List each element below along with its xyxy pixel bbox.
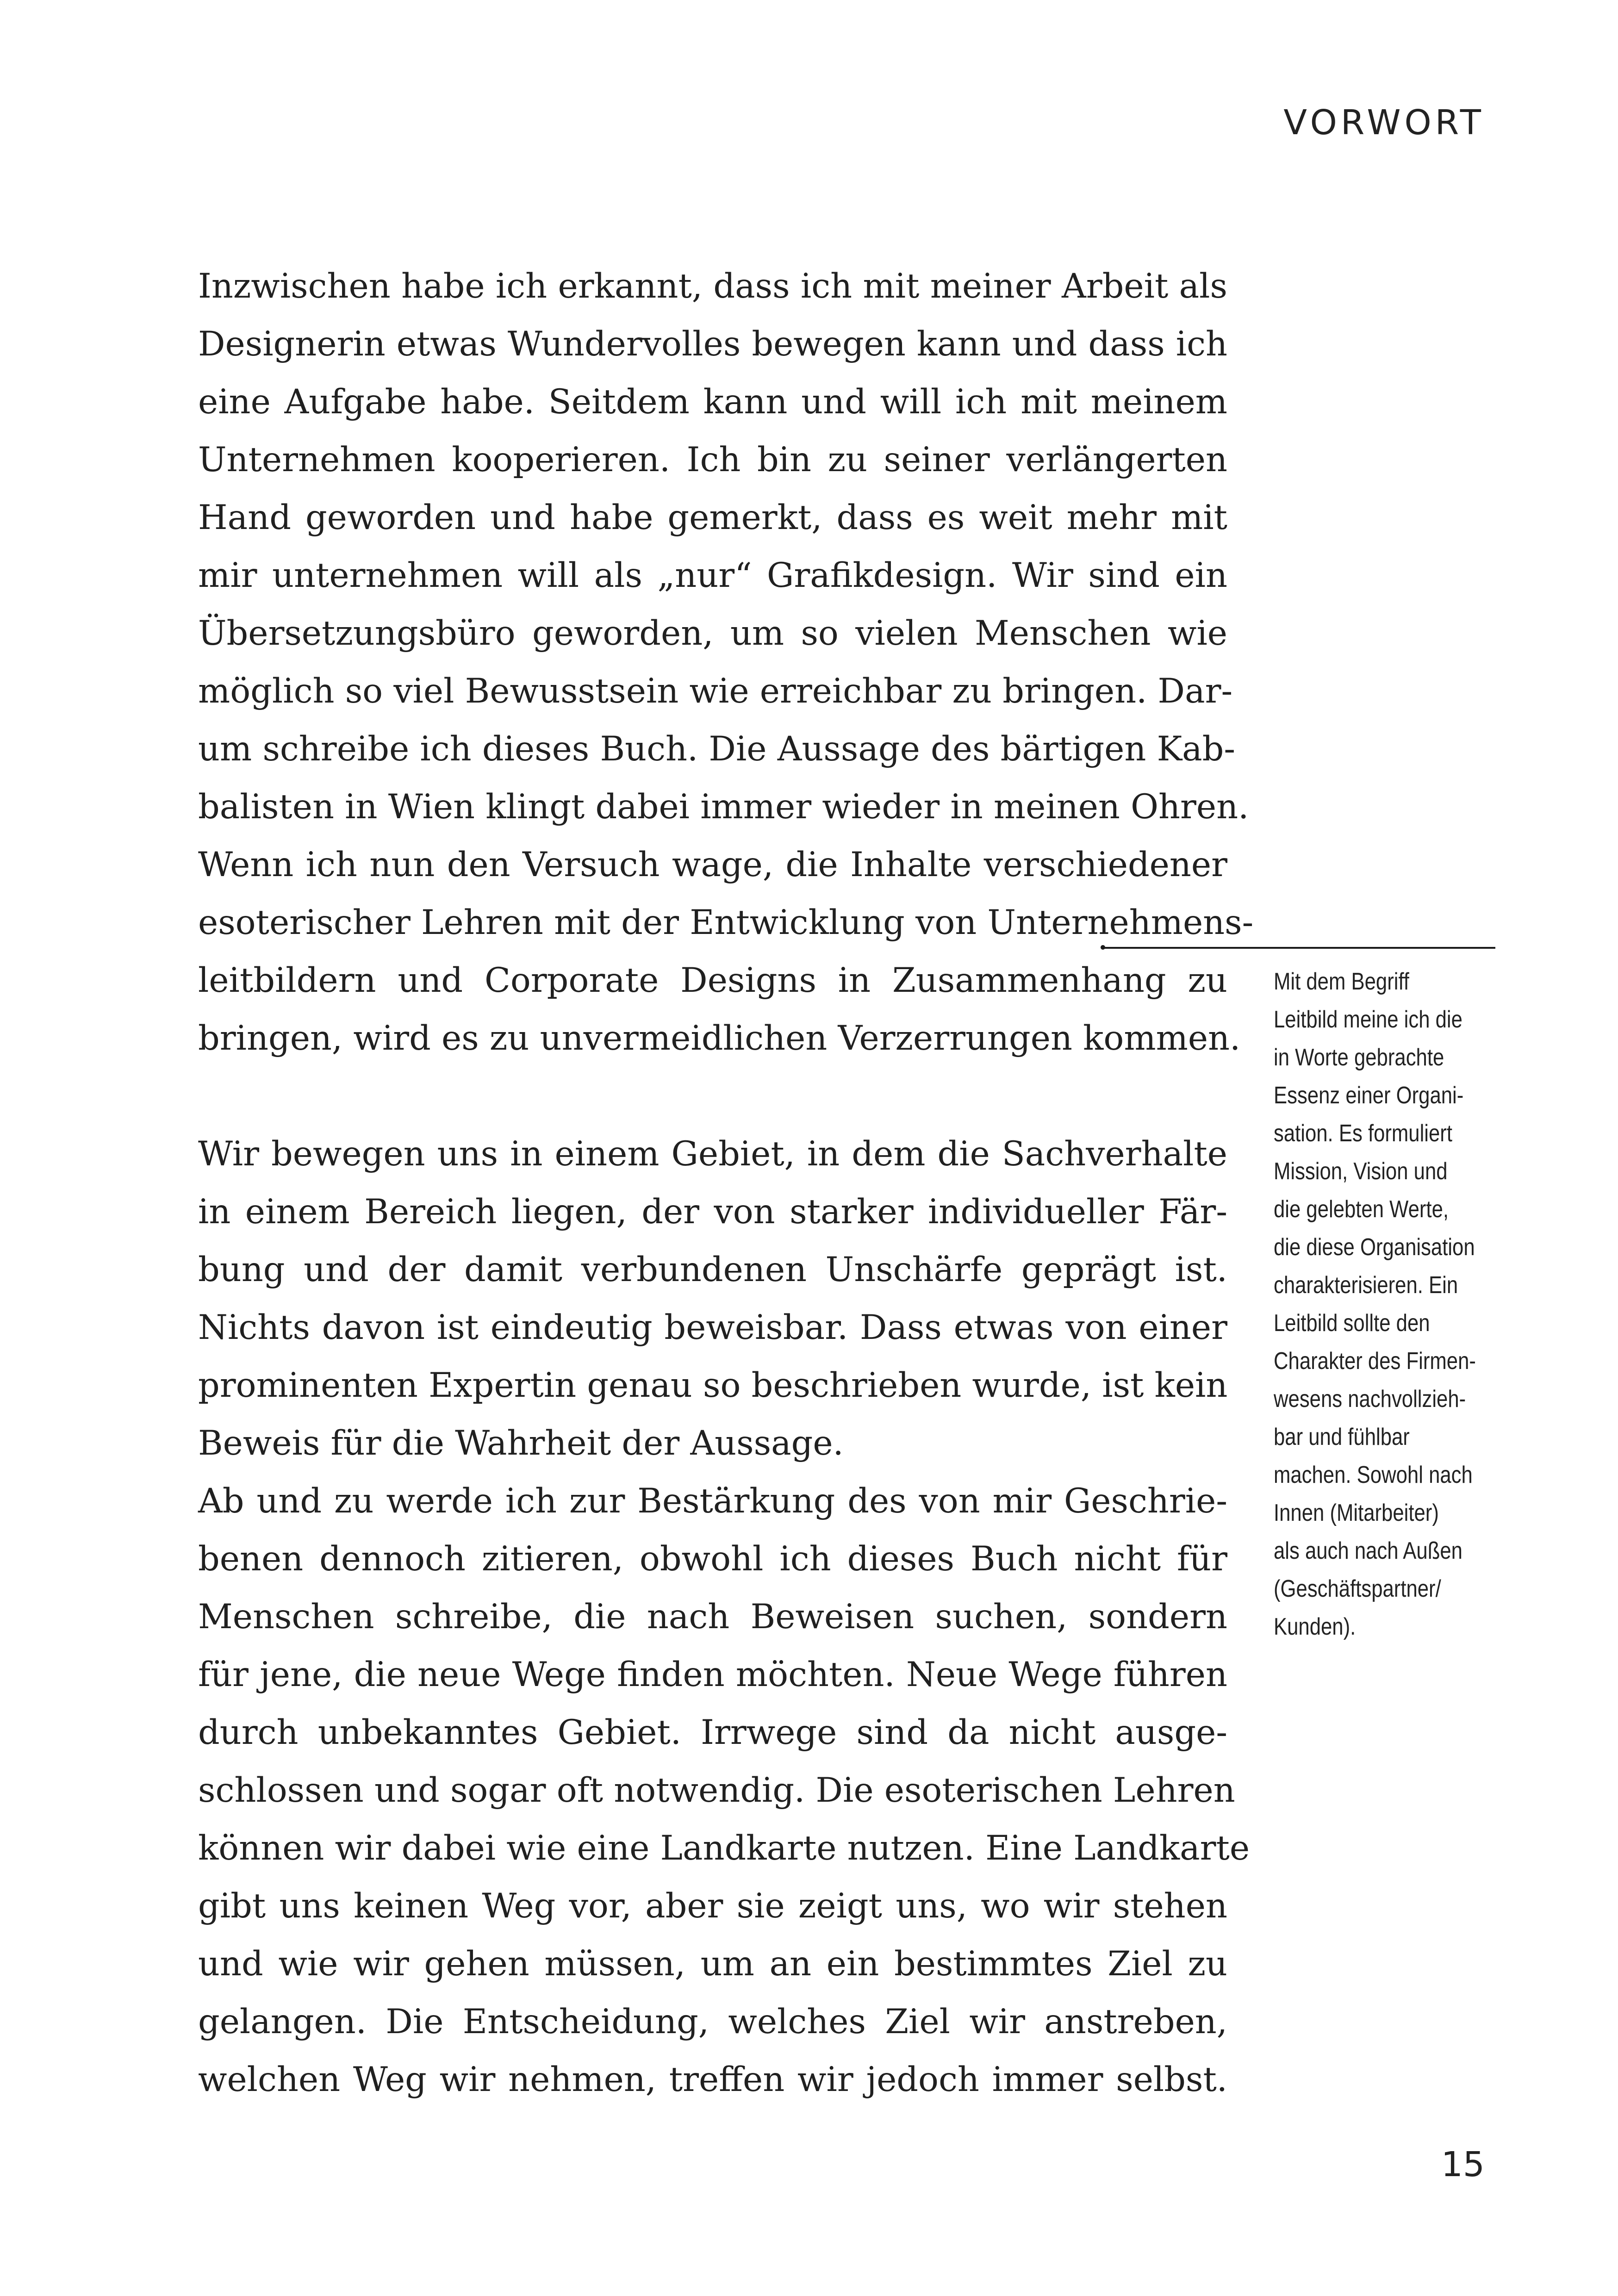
margin-note-line: Leitbild sollte den [1274, 1310, 1430, 1337]
margin-note-line: als auch nach Außen [1274, 1537, 1462, 1564]
paragraph-1 [198, 257, 1254, 1067]
running-head: VORWORT [1283, 103, 1485, 143]
text-line: esoterischer Lehren mit der Entwicklung von Unternehmens- [198, 903, 1254, 942]
margin-note-line: Mission, Vision und [1274, 1158, 1448, 1185]
text-line: und wie wir gehen müssen, um an ein bestimmtes Ziel zu [198, 1944, 1227, 1984]
margin-note-line: charakterisieren. Ein [1274, 1272, 1458, 1299]
text-line: leitbildern und Corporate Designs in Zusammenhang zu [198, 961, 1227, 1000]
text-line: Menschen schreibe, die nach Beweisen suchen, sondern [198, 1597, 1227, 1636]
margin-note-line: Kunden). [1274, 1613, 1356, 1640]
text-line: eine Aufgabe habe. Seitdem kann und will ich mit meinem [198, 382, 1227, 422]
margin-note-line: in Worte gebrachte [1274, 1044, 1444, 1071]
margin-note-line: Leitbild meine ich die [1274, 1006, 1462, 1033]
text-line: benen dennoch zitieren, obwohl ich dieses Buch nicht für [198, 1539, 1227, 1579]
text-line: schlossen und sogar oft notwendig. Die esoterischen Lehren [198, 1771, 1235, 1810]
text-line: in einem Bereich liegen, der von starker individueller Fär- [198, 1192, 1227, 1232]
text-line: möglich so viel Bewusstsein wie erreichbar zu bringen. Dar- [198, 672, 1233, 711]
page-number: 15 [1441, 2145, 1485, 2184]
text-line: durch unbekanntes Gebiet. Irrwege sind da nicht ausge- [198, 1713, 1227, 1752]
text-line: um schreibe ich dieses Buch. Die Aussage des bärtigen Kab- [198, 729, 1236, 769]
margin-note-line: Mit dem Begriff [1274, 968, 1409, 995]
text-line: gelangen. Die Entscheidung, welches Ziel wir anstreben, [198, 2002, 1227, 2041]
text-line: für jene, die neue Wege finden möchten. Neue Wege führen [198, 1655, 1227, 1694]
margin-note-line: die gelebten Werte, [1274, 1196, 1449, 1223]
margin-note-line: Innen (Mitarbeiter) [1274, 1500, 1439, 1526]
paragraph-spacer [198, 1067, 1227, 1125]
margin-note-line: Essenz einer Organi- [1274, 1082, 1464, 1109]
margin-note-line: Charakter des Firmen- [1274, 1348, 1476, 1375]
text-line: gibt uns keinen Weg vor, aber sie zeigt uns, wo wir stehen [198, 1886, 1227, 1926]
paragraph-2 [198, 1125, 1227, 1472]
margin-note-line: bar und fühlbar [1274, 1424, 1410, 1450]
text-line: Designerin etwas Wundervolles bewegen kann und dass ich [198, 324, 1227, 364]
text-line: Beweis für die Wahrheit der Aussage. [198, 1424, 844, 1463]
text-line: Nichts davon ist eindeutig beweisbar. Dass etwas von einer [198, 1308, 1227, 1347]
paragraph-3 [198, 1472, 1250, 2109]
text-line: Unternehmen kooperieren. Ich bin zu seiner verlängerten [198, 440, 1227, 479]
text-line: bung und der damit verbundenen Unschärfe geprägt ist. [198, 1250, 1227, 1289]
margin-note-line: (Geschäftspartner/ [1274, 1575, 1441, 1602]
text-line: bringen, wird es zu unvermeidlichen Verzerrungen kommen. [198, 1019, 1241, 1058]
text-line: prominenten Expertin genau so beschrieben wurde, ist kein [198, 1366, 1228, 1405]
text-line: Wenn ich nun den Versuch wage, die Inhalte verschiedener [198, 845, 1227, 884]
margin-note-line: wesens nachvollzieh- [1274, 1386, 1466, 1412]
text-line: welchen Weg wir nehmen, treffen wir jedoch immer selbst. [198, 2060, 1227, 2099]
text-line: können wir dabei wie eine Landkarte nutzen. Eine Landkarte [198, 1829, 1250, 1868]
margin-note-line: die diese Organisation [1274, 1234, 1475, 1261]
margin-note-line: machen. Sowohl nach [1274, 1462, 1473, 1488]
margin-note-line: sation. Es formuliert [1274, 1120, 1452, 1147]
text-line: Übersetzungsbüro geworden, um so vielen Menschen wie [198, 614, 1227, 653]
text-line: Wir bewegen uns in einem Gebiet, in dem die Sachverhalte [198, 1134, 1227, 1174]
text-line: Inzwischen habe ich erkannt, dass ich mit meiner Arbeit als [198, 267, 1227, 306]
body-text [198, 257, 1254, 2109]
margin-note-rule [1104, 947, 1495, 949]
margin-note [1274, 963, 1476, 1646]
text-line: Ab und zu werde ich zur Bestärkung des von mir Geschrie- [198, 1481, 1227, 1521]
text-line: mir unternehmen will als „nur“ Grafikdesign. Wir sind ein [198, 556, 1227, 595]
text-line: balisten in Wien klingt dabei immer wieder in meinen Ohren. [198, 787, 1249, 827]
text-line: Hand geworden und habe gemerkt, dass es weit mehr mit [198, 498, 1227, 537]
